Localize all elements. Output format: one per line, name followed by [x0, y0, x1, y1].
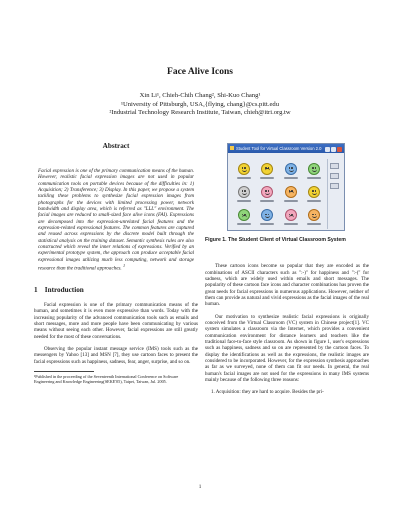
smiley-face-icon [308, 209, 320, 221]
affiliation-2: ²Industrial Technology Research Institute, Taiwan, chieh@itri.org.tw [109, 109, 291, 117]
expression-cell [256, 182, 280, 205]
smiley-face-icon [238, 163, 250, 175]
right-body [205, 263, 369, 383]
expression-cell [279, 206, 303, 229]
intro-paragraph-2: Observing the popular instant message service (IMS) tools such as the messengers by Yahoo [13] and MSN [7], they use cartoon faces to present the facial expressions such as happiness, sadness, fear, anger, surprise, and so on. [34, 345, 198, 365]
window-controls [324, 146, 342, 153]
icon-label-bar [260, 200, 274, 202]
icon-label-bar [237, 177, 251, 179]
intro-body [34, 302, 198, 365]
minimize-icon [325, 147, 330, 152]
sad-face-icon [285, 186, 297, 198]
abstract-text [38, 168, 194, 272]
icon-label-bar [284, 200, 298, 202]
figure-side-panel [327, 159, 340, 229]
figure-window-title: Student Tool for Virtual Classroom Version 2.0 [236, 146, 322, 151]
expression-cell [279, 182, 303, 205]
expression-cell [303, 182, 327, 205]
intro-title: Introduction [44, 285, 84, 294]
expression-cell [303, 206, 327, 229]
abstract-footnote-marker: 1 [122, 262, 126, 268]
smiley-face-icon [285, 163, 297, 175]
app-icon [230, 146, 234, 150]
page-number: 1 [198, 484, 202, 490]
icon-label-bar [307, 200, 321, 202]
expression-cell [303, 159, 327, 182]
figure-panel-button [330, 173, 339, 179]
figure-1-screenshot [227, 143, 345, 231]
author-block [0, 92, 400, 118]
intro-heading [34, 286, 198, 294]
affiliation-1: ¹University of Pittsburgh, USA,{flying, chang}@cs.pitt.edu [120, 100, 280, 108]
author-names: Xin Li¹, Chieh-Chih Chang², Shi-Kuo Chang¹ [139, 92, 261, 99]
maximize-icon [331, 147, 336, 152]
smiley-face-icon [261, 186, 273, 198]
smiley-face-icon [261, 209, 273, 221]
smiley-face-icon [308, 163, 320, 175]
figure-panel-button [330, 163, 339, 169]
right-paragraph-2: Our motivation to synthesize realistic facial expressions is originally conceived from the Virtual Classroom (VC) system in Chinese project[1]. VC system simulates a classroom via the Internet, which provides a convenient communication environment for distance learners and teachers like the traditional face-to-face style classroom. As shown in figure 1, user's expressions such as happiness, sadness and so on are represented by the cartoon faces. To display the identifications as well as the expressions, the realistic images are considered to be incorporated. However, for the expression synthesis approaches as far as we surveyed, none of them can fit our needs. In general, the real human's facial images are not used for the expressions in many IMS systems mainly because of the following three reasons: [205, 313, 369, 383]
expression-cell [279, 159, 303, 182]
expression-cell [232, 206, 256, 229]
right-paragraph-1: These cartoon icons become so popular that they are encoded as the combinations of ASCII characters such as ":-)" for happiness and ":-(" for sadness, which are widely used within emails and short messages. The popularity of these cartoon face icons and character combinations has proven the great needs for facial expressions in numerous applications. However, neither of them can provide as natural and vivid expressions as the facial images of the real human. [205, 263, 369, 308]
paper-title: Face Alive Icons [167, 67, 233, 77]
figure-1-caption: Figure 1. The Student Client of Virtual Classroom System [205, 237, 346, 243]
left-column [34, 142, 198, 384]
icon-label-bar [284, 177, 298, 179]
figure-panel-button [330, 183, 339, 189]
list-item-acquisition: 1. Acquisition: they are hard to acquire. Besides the pri- [211, 389, 324, 396]
expression-icon-grid [232, 159, 326, 229]
smiley-face-icon [308, 186, 320, 198]
footnote-divider [34, 371, 94, 372]
abstract-body: Facial expression is one of the primary communication means of the human. However, realistic facial expression images are not used in popular communication tools on portable devices because of the difficulties in: 1) Acquisition; 2) Transference; 3) Display. In this paper, we propose a system tackling these problems to synthesize facial expression images from photographs for the devices with limited processing power, network bandwidth and display area, which is referred as "LLL" environment. The facial images are reduced to small-sized face alive icons (FAI). Expressions are decomposed into the expression-unrelated facial features and the expression-related expressional features. The common features are captured and reused across expressions by the discrete model built through the statistical analysis on the training dataset. Semantic synthesis rules are also constructed which reveal the inner relations of expressions. Verified by an experimental prototype system, the approach can produce acceptable facial expressional images utilizing much less computing, network and storage resource than the traditional approaches. [38, 168, 194, 272]
icon-label-bar [284, 223, 298, 225]
close-icon [337, 147, 342, 152]
icon-label-bar [260, 177, 274, 179]
sad-face-icon [261, 163, 273, 175]
sad-face-icon [238, 209, 250, 221]
intro-paragraph-1: Facial expression is one of the primary communication means of the human, and sometimes it is even more expressive than words. Today with the increasing popularity of the advanced communication tools such as emails and short messages, more and more people have been communicating by various means without seeing each other. However, facial expressions are still greatly needed for the most of these conversations. [34, 301, 198, 340]
icon-label-bar [237, 223, 251, 225]
expression-cell [232, 182, 256, 205]
expression-cell [256, 159, 280, 182]
icon-label-bar [237, 200, 251, 202]
sad-face-icon [238, 186, 250, 198]
icon-label-bar [260, 223, 274, 225]
sad-face-icon [285, 209, 297, 221]
abstract-heading: Abstract [102, 142, 130, 150]
icon-label-bar [307, 177, 321, 179]
icon-label-bar [307, 223, 321, 225]
figure-window-titlebar [228, 144, 344, 153]
expression-cell [232, 159, 256, 182]
expression-cell [256, 206, 280, 229]
footnote: ¹Published in the proceeding of the Seventeenth International Conference on Software Engineering and Knowledge Engineering(SEKE'05), Taipei, Taiwan, Jul. 2005. [34, 373, 179, 385]
right-column [205, 140, 369, 396]
intro-number: 1 [34, 285, 38, 294]
